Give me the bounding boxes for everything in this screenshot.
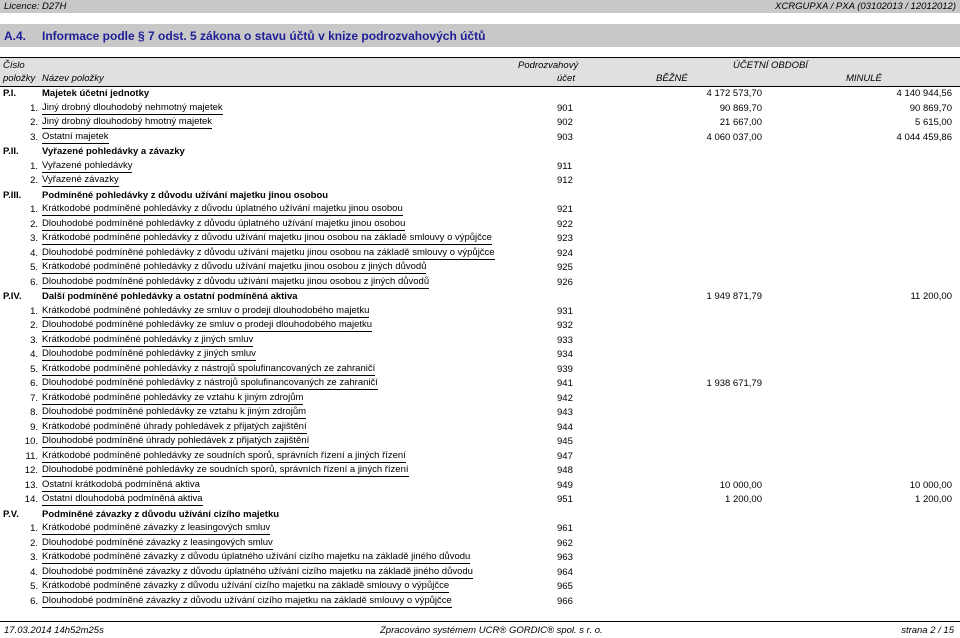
- row-name: Dlouhodobé podmíněné pohledávky z důvodu úplatného užívání majetku jinou osobou: [42, 217, 406, 229]
- table-row: [0, 160, 960, 175]
- row-section-code: P.III.: [3, 189, 22, 201]
- footer-processed-by: Zpracováno systémem UCR® GORDIC® spol. s r. o.: [380, 625, 603, 636]
- row-name: Dlouhodobé podmíněné pohledávky z nástrojů spolufinancovaných ze zahraničí: [42, 377, 378, 388]
- row-name: Podmíněné závazky z důvodu užívání cizího majetku: [42, 508, 280, 520]
- row-name: Krátkodobé podmíněné pohledávky z důvodu užívání majetku jinou osobou na základě smlouvy o výpůjčce: [42, 232, 492, 243]
- row-name: Krátkodobé podmíněné pohledávky z důvodu užívání majetku jinou osobou z jiných důvodů: [42, 261, 427, 272]
- section-row: [0, 290, 960, 305]
- report-title-bar: [0, 24, 960, 47]
- row-account: 911: [557, 160, 573, 172]
- top-bar: [0, 0, 960, 13]
- row-number: 5.: [30, 262, 38, 273]
- row-account: 926: [557, 276, 573, 288]
- row-account: 931: [557, 305, 573, 317]
- row-number: 13.: [24, 479, 38, 491]
- row-section-code: P.I.: [3, 88, 17, 99]
- section-row: [0, 87, 960, 102]
- row-previous-period: 1 200,00: [915, 494, 952, 505]
- row-account: 924: [557, 247, 573, 259]
- row-name: Krátkodobé podmíněné pohledávky z důvodu úplatného užívání majetku jinou osobou: [42, 203, 403, 214]
- row-name: Podmíněné pohledávky z důvodu užívání majetku jinou osobou: [42, 189, 329, 201]
- table-row: [0, 537, 960, 552]
- table-row: [0, 522, 960, 537]
- row-name: Jiný drobný dlouhodobý nehmotný majetek: [42, 101, 223, 113]
- table-row: [0, 218, 960, 233]
- row-account: 961: [557, 523, 573, 534]
- table-row: [0, 493, 960, 508]
- row-name: Dlouhodobé podmíněné pohledávky ze vztahu k jiným zdrojům: [42, 406, 307, 417]
- section-row: [0, 508, 960, 523]
- row-name: Dlouhodobé podmíněné pohledávky z jiných smluv: [42, 348, 256, 359]
- table-row: [0, 102, 960, 117]
- header-nazev: Název položky: [42, 73, 104, 84]
- row-account: 944: [557, 421, 573, 433]
- row-current-period: 1 200,00: [725, 494, 762, 505]
- row-number: 12.: [24, 465, 38, 476]
- row-account: 949: [557, 479, 573, 491]
- header-ucet: účet: [557, 73, 575, 84]
- row-number: 5.: [30, 363, 38, 375]
- row-number: 14.: [24, 494, 38, 505]
- header-cislo: Číslo: [3, 60, 25, 71]
- row-name: Ostatní krátkodobá podmíněná aktiva: [42, 478, 200, 490]
- header-polozky: položky: [3, 73, 36, 84]
- row-account: 939: [557, 363, 573, 375]
- row-name: Krátkodobé podmíněné závazky z leasingových smluv: [42, 522, 271, 533]
- row-number: 2.: [30, 320, 38, 331]
- row-name: Dlouhodobé podmíněné závazky z leasingových smluv: [42, 536, 273, 548]
- row-number: 5.: [30, 581, 38, 592]
- table-row: [0, 131, 960, 146]
- row-name: Krátkodobé podmíněné závazky z důvodu užívání cizího majetku na základě smlouvy o výpůjčce: [42, 580, 450, 591]
- table-row: [0, 421, 960, 436]
- table-row: [0, 595, 960, 610]
- table-row: [0, 174, 960, 189]
- row-account: 932: [557, 320, 573, 331]
- row-account: 951: [557, 494, 573, 505]
- row-number: 9.: [30, 421, 38, 433]
- row-name: Krátkodobé podmíněné pohledávky ze smluv o prodeji dlouhodobého majetku: [42, 304, 370, 316]
- row-number: 6.: [30, 595, 38, 607]
- row-number: 4.: [30, 566, 38, 578]
- row-name: Krátkodobé podmíněné pohledávky ze soudních sporů, správních řízení a jiných řízení: [42, 449, 406, 461]
- row-number: 4.: [30, 349, 38, 360]
- row-current-period: 1 938 671,79: [706, 378, 762, 389]
- row-number: 7.: [30, 392, 38, 404]
- row-current-period: 4 060 037,00: [706, 131, 762, 143]
- row-previous-period: 11 200,00: [910, 291, 952, 302]
- row-account: 948: [557, 465, 573, 476]
- table-row: [0, 464, 960, 479]
- row-account: 966: [557, 595, 573, 607]
- table-row: [0, 377, 960, 392]
- row-number: 2.: [30, 175, 38, 186]
- row-name: Dlouhodobé podmíněné pohledávky z důvodu užívání majetku jinou osobou na základě smlouvy o výpůjčce: [42, 246, 495, 258]
- row-account: 964: [557, 566, 573, 578]
- row-number: 2.: [30, 218, 38, 230]
- row-number: 2.: [30, 117, 38, 128]
- row-account: 903: [557, 131, 573, 143]
- row-name: Dlouhodobé podmíněné závazky z důvodu užívání cizího majetku na základě smlouvy o výpůjčce: [42, 594, 452, 606]
- row-previous-period: 4 140 944,56: [896, 88, 952, 99]
- row-account: 921: [557, 204, 573, 215]
- row-previous-period: 10 000,00: [909, 479, 952, 491]
- row-name: Krátkodobé podmíněné pohledávky ze vztahu k jiným zdrojům: [42, 391, 304, 403]
- table-row: [0, 276, 960, 291]
- row-section-code: P.V.: [3, 508, 19, 520]
- row-section-code: P.IV.: [3, 291, 22, 302]
- row-number: 6.: [30, 276, 38, 288]
- table-header: [0, 57, 960, 87]
- section-row: [0, 189, 960, 204]
- module-label: XCRGUPXA / PXA (03102013 / 12012012): [775, 1, 956, 12]
- row-name: Krátkodobé podmíněné pohledávky z nástrojů spolufinancovaných ze zahraničí: [42, 362, 376, 374]
- row-current-period: 90 869,70: [719, 102, 762, 114]
- header-ucetni-obdobi: ÚČETNÍ OBDOBÍ: [733, 60, 808, 71]
- row-account: 962: [557, 537, 573, 549]
- table-row: [0, 203, 960, 218]
- table-row: [0, 232, 960, 247]
- row-number: 10.: [24, 436, 38, 447]
- row-account: 901: [557, 102, 573, 114]
- row-account: 941: [557, 378, 573, 389]
- row-name: Dlouhodobé podmíněné závazky z důvodu úplatného užívání cizího majetku na základě jiného důvodu: [42, 565, 473, 577]
- row-number: 8.: [30, 407, 38, 418]
- report-title: Informace podle § 7 odst. 5 zákona o stavu účtů v knize podrozvahových účtů: [42, 29, 486, 43]
- table-row: [0, 566, 960, 581]
- row-name: Vyřazené pohledávky: [42, 159, 133, 171]
- row-number: 2.: [30, 537, 38, 549]
- footer-date: 17.03.2014 14h52m25s: [4, 625, 104, 636]
- row-current-period: 10 000,00: [719, 479, 762, 491]
- page-footer: [0, 621, 960, 638]
- row-number: 11.: [25, 450, 38, 462]
- row-previous-period: 5 615,00: [915, 117, 952, 128]
- row-number: 1.: [30, 160, 38, 172]
- row-account: 922: [557, 218, 573, 230]
- row-account: 934: [557, 349, 573, 360]
- row-current-period: 21 667,00: [719, 117, 762, 128]
- row-number: 3.: [30, 233, 38, 244]
- row-section-code: P.II.: [3, 146, 19, 157]
- table-row: [0, 305, 960, 320]
- footer-page-number: strana 2 / 15: [901, 625, 954, 636]
- row-number: 6.: [30, 378, 38, 389]
- licence-label: Licence: D27H: [4, 1, 67, 12]
- table-row: [0, 348, 960, 363]
- row-name: Ostatní dlouhodobá podmíněná aktiva: [42, 493, 203, 504]
- row-account: 943: [557, 407, 573, 418]
- header-minule: MINULÉ: [846, 73, 882, 84]
- row-number: 1.: [30, 305, 38, 317]
- row-name: Majetek účetní jednotky: [42, 88, 150, 99]
- row-account: 923: [557, 233, 573, 244]
- row-number: 3.: [30, 552, 38, 563]
- table-row: [0, 551, 960, 566]
- row-previous-period: 4 044 459,86: [896, 131, 952, 143]
- table-row: [0, 319, 960, 334]
- row-number: 1.: [30, 102, 38, 114]
- row-number: 4.: [30, 247, 38, 259]
- row-current-period: 1 949 871,79: [706, 291, 762, 302]
- row-current-period: 4 172 573,70: [706, 88, 762, 99]
- table-row: [0, 580, 960, 595]
- row-name: Krátkodobé podmíněné závazky z důvodu úplatného užívání cizího majetku na základě jiného důvodu: [42, 551, 471, 562]
- row-name: Dlouhodobé podmíněné pohledávky ze smluv o prodeji dlouhodobého majetku: [42, 319, 373, 330]
- row-account: 902: [557, 117, 573, 128]
- row-account: 947: [557, 450, 573, 462]
- table-row: [0, 406, 960, 421]
- row-name: Krátkodobé podmíněné úhrady pohledávek z přijatých zajištění: [42, 420, 307, 432]
- header-bezne: BĚŽNÉ: [656, 73, 688, 84]
- row-number: 1.: [30, 204, 38, 215]
- row-account: 965: [557, 581, 573, 592]
- row-account: 925: [557, 262, 573, 273]
- row-name: Vyřazené pohledávky a závazky: [42, 146, 185, 157]
- row-number: 3.: [30, 334, 38, 346]
- row-name: Krátkodobé podmíněné pohledávky z jiných smluv: [42, 333, 254, 345]
- header-podrozvahovy: Podrozvahový: [518, 60, 579, 71]
- table-row: [0, 392, 960, 407]
- table-row: [0, 479, 960, 494]
- table-row: [0, 450, 960, 465]
- table-body: [0, 87, 960, 609]
- row-account: 945: [557, 436, 573, 447]
- table-row: [0, 247, 960, 262]
- row-name: Dlouhodobé podmíněné úhrady pohledávek z přijatých zajištění: [42, 435, 310, 446]
- row-name: Ostatní majetek: [42, 130, 109, 142]
- row-name: Vyřazené závazky: [42, 174, 119, 185]
- table-row: [0, 363, 960, 378]
- row-name: Jiný drobný dlouhodobý hmotný majetek: [42, 116, 213, 127]
- row-name: Dlouhodobé podmíněné pohledávky z důvodu užívání majetku jinou osobou z jiných důvodů: [42, 275, 430, 287]
- row-account: 942: [557, 392, 573, 404]
- section-row: [0, 145, 960, 160]
- row-number: 3.: [30, 131, 38, 143]
- table-row: [0, 261, 960, 276]
- table-row: [0, 334, 960, 349]
- row-previous-period: 90 869,70: [909, 102, 952, 114]
- row-number: 1.: [30, 523, 38, 534]
- row-name: Dlouhodobé podmíněné pohledávky ze soudních sporů, správních řízení a jiných řízení: [42, 464, 409, 475]
- row-name: Další podmíněné pohledávky a ostatní podmíněná aktiva: [42, 291, 298, 302]
- row-account: 963: [557, 552, 573, 563]
- table-row: [0, 116, 960, 131]
- row-account: 933: [557, 334, 573, 346]
- report-section-number: A.4.: [4, 29, 27, 43]
- row-account: 912: [557, 175, 573, 186]
- table-row: [0, 435, 960, 450]
